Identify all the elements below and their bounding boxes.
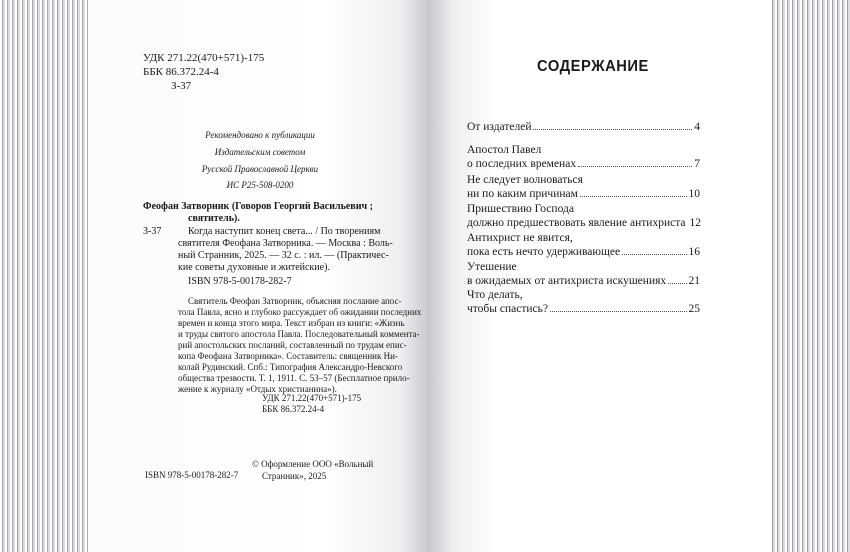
toc-row[interactable]: [467, 202, 700, 216]
author-heading: святитель).: [188, 213, 240, 224]
toc-row[interactable]: [467, 245, 700, 259]
bbk-code: ББК 86.372.24-4: [143, 66, 219, 78]
toc-page: 21: [688, 275, 700, 287]
bib-line: ный Странник, 2025. — 32 с. : ил. — (Практичес-: [178, 250, 389, 261]
copyright-line: © Оформление ООО «Вольный: [252, 459, 374, 469]
udk-code: УДК 271.22(470+571)-175: [143, 52, 265, 64]
author-heading: Феофан Затворник (Говоров Георгий Васильевич ;: [143, 201, 373, 212]
toc-leader: [580, 196, 687, 197]
bib-line: кие советы духовные и житейские).: [178, 262, 330, 273]
toc-title: ни по каким причинам: [467, 188, 578, 200]
toc-title: чтобы спастись?: [467, 303, 548, 315]
toc-page: 25: [688, 303, 700, 315]
recommendation-line: Рекомендовано к публикации: [205, 130, 315, 140]
isbn: ISBN 978-5-00178-282-7: [188, 276, 292, 287]
toc-row[interactable]: [467, 120, 700, 134]
book-edge-left: [0, 0, 88, 552]
recommendation-line: ИС Р25-508-0200: [226, 180, 294, 190]
toc-row[interactable]: [467, 274, 700, 288]
bbk-bottom: ББК 86.372.24-4: [262, 404, 325, 414]
book-edge-right: [770, 0, 850, 552]
recommendation-line: Издательским советом: [214, 147, 306, 157]
annotation-line: общества трезвости. Т. 1, 1911. С. 53–57 (Бесплатное прило-: [178, 373, 410, 383]
toc-title: Апостол Павел: [467, 144, 542, 156]
bib-line: Когда наступит конец света... / По творениям: [188, 226, 381, 237]
toc-row[interactable]: [467, 288, 700, 302]
page-title: СОДЕРЖАНИЕ: [537, 58, 649, 75]
toc-leader: [533, 129, 692, 130]
toc-leader: [550, 311, 687, 312]
toc-page: 16: [688, 246, 700, 258]
toc-row[interactable]: [467, 260, 700, 274]
toc-row[interactable]: [467, 231, 700, 245]
toc-title: в ожидаемых от антихриста искушениях: [467, 275, 667, 287]
copyright-line: Странник», 2025: [262, 471, 327, 481]
annotation-line: и труды святого апостола Павла. Последовательный коммента-: [178, 329, 420, 339]
author-mark: З-37: [171, 80, 192, 92]
toc-title: Утешение: [467, 261, 517, 273]
toc-title: Не следует волноваться: [467, 174, 583, 186]
toc-title: Что делать,: [467, 289, 523, 301]
annotation-line: рий апостольских посланий, составленный по трудам епис-: [178, 340, 407, 350]
bib-line: святителя Феофана Затворника. — Москва : Воль-: [178, 238, 393, 249]
annotation-line: тола Павла, ясно и глубоко рассуждает об ожидании последних: [178, 307, 422, 317]
toc-row[interactable]: [467, 216, 700, 230]
toc-leader: [622, 254, 686, 255]
toc-title: Антихрист не явится,: [467, 232, 573, 244]
toc-page: 7: [694, 158, 700, 170]
toc-page: 12: [689, 217, 701, 229]
toc-row[interactable]: [467, 187, 700, 201]
toc-title: должно предшествовать явление антихриста: [467, 217, 686, 229]
toc-row[interactable]: [467, 157, 700, 171]
toc-title: пока есть нечто удерживающее: [467, 246, 621, 258]
annotation-line: времен и конца этого мира. Текст избран из книги: «Жизнь: [178, 318, 405, 328]
toc-page: 4: [694, 121, 700, 133]
annotation-line: жение к журналу «Отдых христианина»).: [178, 384, 337, 394]
toc-row[interactable]: [467, 143, 700, 157]
toc-title: От издателей: [467, 121, 532, 133]
toc-row[interactable]: [467, 302, 700, 316]
annotation-line: Святитель Феофан Затворник, объясняя послание апос-: [188, 296, 402, 306]
annotation-line: колай Рудинский. Спб.: Типография Александро-Невского: [178, 362, 403, 372]
toc-title: о последних временах: [467, 158, 577, 170]
udk-bottom: УДК 271.22(470+571)-175: [262, 393, 362, 403]
toc-leader: [668, 283, 686, 284]
toc-leader: [578, 166, 692, 167]
toc-title: Пришествию Господа: [467, 203, 574, 215]
toc-page: 10: [688, 188, 700, 200]
bib-code: З-37: [143, 226, 162, 237]
annotation-line: копа Феофана Затворника». Составитель: священник Ни-: [178, 351, 398, 361]
recommendation-line: Русской Православной Церкви: [201, 164, 319, 174]
isbn-footer: ISBN 978-5-00178-282-7: [145, 470, 239, 480]
toc-row[interactable]: [467, 173, 700, 187]
